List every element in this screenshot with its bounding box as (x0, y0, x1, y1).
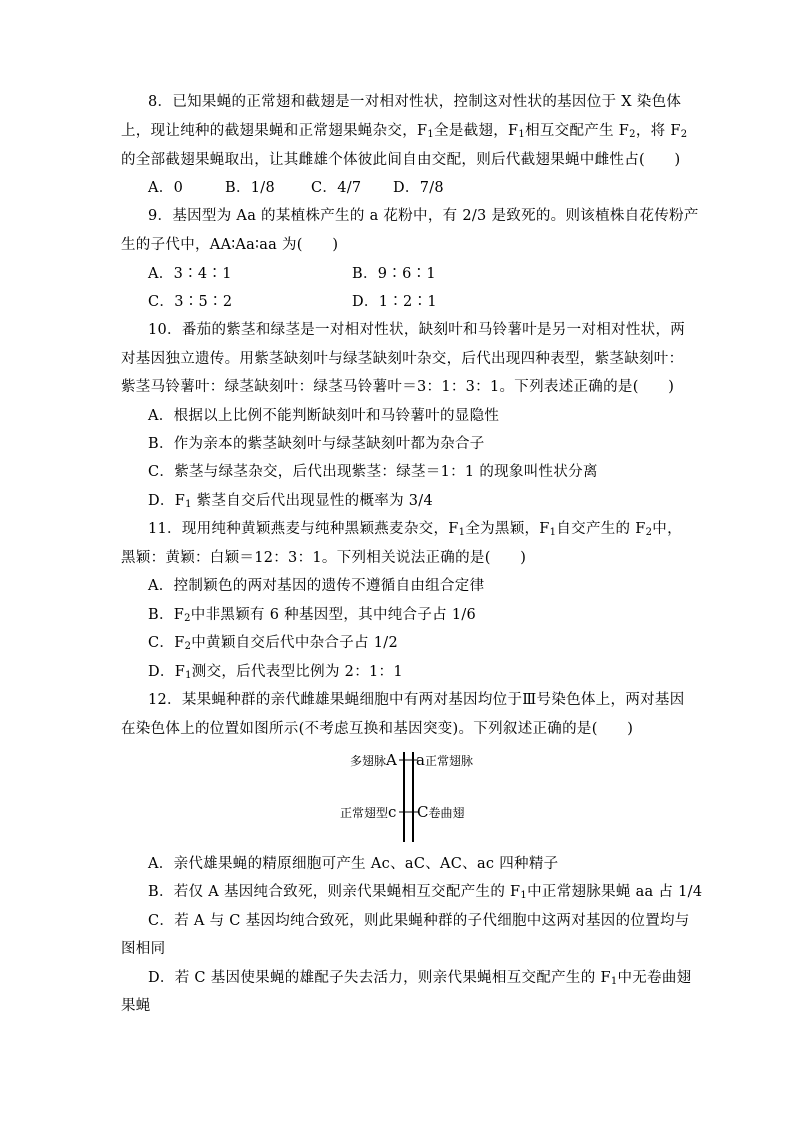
q8-option-c: C．4/7 (311, 180, 362, 196)
q11-option-c: C．$F_2$中黄颖自交后代中杂合子占 1/2 (148, 635, 398, 652)
q11-option-b: B．$F_2$中非黑颖有 6 种基因型，其中纯合子占 1/6 (148, 607, 477, 624)
q10-option-d: D．$F_1$ 紫茎自交后代出现显性的概率为 3/4 (148, 493, 434, 510)
q8-option-b: B．1/8 (225, 180, 275, 196)
q9-option-b: B．9∶6∶1 (352, 266, 436, 282)
label-right-bottom: C卷曲翅 (417, 803, 465, 821)
q12-option-d-line-1: D．若 C 基因使果蝇的雄配子失去活力，则亲代果蝇相互交配产生的 $F_1$中无卷曲翅 (148, 970, 692, 987)
q9-line-1: 9．基因型为 Aa 的某植株产生的 a 花粉中，有 2/3 是致死的。则该植株自花传粉产 (148, 208, 699, 224)
q11-line-1: 11．现用纯种黄颖燕麦与纯种黑颖燕麦杂交，$F_1$全为黑颖，$F_1$自交产生的 $F_2$中， (148, 521, 682, 538)
q12-option-d-line-2: 果蝇 (121, 998, 151, 1014)
q10-option-a: A．根据以上比例不能判断缺刻叶和马铃薯叶的显隐性 (148, 408, 500, 424)
q9-option-c: C．3∶5∶2 (148, 294, 233, 310)
q8-line-2: 上，现让纯种的截翅果蝇和正常翅果蝇杂交，$F_1$全是截翅，$F_1$相互交配产生 $F_2$，将 $F_2$ (121, 123, 688, 140)
q9-option-d: D．1∶2∶1 (352, 294, 437, 310)
q10-line-2: 对基因独立遗传。用紫茎缺刻叶与绿茎缺刻叶杂交，后代出现四种表型，紫茎缺刻叶： (121, 351, 684, 367)
q12-line-2: 在染色体上的位置如图所示(不考虑互换和基因突变)。下列叙述正确的是( ) (121, 721, 634, 737)
q9-option-a: A．3∶4∶1 (148, 266, 232, 282)
q11-option-a: A．控制颖色的两对基因的遗传不遵循自由组合定律 (148, 578, 485, 594)
q12-option-c-line-2: 图相同 (121, 941, 166, 957)
q12-option-a: A．亲代雄果蝇的精原细胞可产生 Ac、aC、AC、ac 四种精子 (148, 856, 559, 872)
q8-line-1: 8．已知果蝇的正常翅和截翅是一对相对性状，控制这对性状的基因位于 X 染色体 (148, 94, 682, 110)
q8-option-d: D．7/8 (393, 180, 444, 196)
q10-option-b: B．作为亲本的紫茎缺刻叶与绿茎缺刻叶都为杂合子 (148, 436, 485, 452)
label-left-bottom: 正常翅型c (340, 803, 397, 821)
q11-line-2: 黑颖：黄颖：白颖＝12：3：1。下列相关说法正确的是( ) (121, 550, 527, 566)
q9-line-2: 生的子代中，AA∶Aa∶aa 为( ) (121, 237, 339, 253)
label-right-top: a正常翅脉 (416, 751, 473, 769)
q8-line-3: 的全部截翅果蝇取出，让其雌雄个体彼此间自由交配，则后代截翅果蝇中雌性占( ) (121, 152, 681, 168)
q10-line-1: 10．番茄的紫茎和绿茎是一对相对性状，缺刻叶和马铃薯叶是另一对相对性状，两 (148, 322, 686, 338)
q10-line-3: 紫茎马铃薯叶：绿茎缺刻叶：绿茎马铃薯叶＝3：1：3：1。下列表述正确的是( ) (121, 379, 675, 395)
q8-option-a: A．0 (148, 180, 184, 196)
q12-line-1: 12．某果蝇种群的亲代雌雄果蝇细胞中有两对基因均位于Ⅲ号染色体上，两对基因 (148, 692, 685, 708)
label-left-top: 多翅脉A (350, 751, 397, 769)
q11-option-d: D．$F_1$测交，后代表型比例为 2：1：1 (148, 664, 403, 681)
q10-option-c: C．紫茎与绿茎杂交，后代出现紫茎：绿茎＝1：1 的现象叫性状分离 (148, 464, 598, 480)
q12-option-b: B．若仅 A 基因纯合致死，则亲代果蝇相互交配产生的 $F_1$中正常翅脉果蝇 aa 占 1/4 (148, 884, 703, 901)
q12-option-c-line-1: C．若 A 与 C 基因均纯合致死，则此果蝇种群的子代细胞中这两对基因的位置均与 (148, 913, 690, 929)
chromosome-diagram (330, 748, 480, 844)
